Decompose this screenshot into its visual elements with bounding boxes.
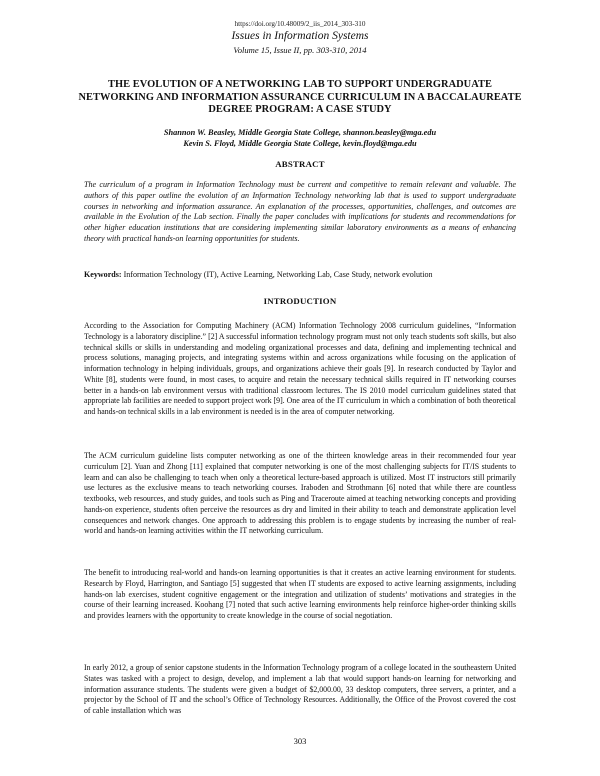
paper-title: THE EVOLUTION OF A NETWORKING LAB TO SUPPORT UNDERGRADUATE NETWORKING AND INFORMATION ASSURANCE CURRICULUM IN A BACCALAUREATE DEGREE PROGRAM: A CASE STUDY [78, 79, 522, 116]
author-block [0, 127, 600, 149]
page-number: 303 [293, 736, 307, 746]
abstract-text: The curriculum of a program in Information Technology must be current and competitive to remain relevant and valuable. The authors of this paper outline the evolution of an Information Technology networking lab that is used to support undergraduate courses in networking and information assurance. An explanation of the processes, opportunities, challenges, and outcomes are available in the Evolution of the Lab section. Finally the paper concludes with implications for students and recommendations for other higher education institutions that are considering implementing similar laboratory environments as a means of enhancing theory with practical hands-on learning opportunities for students. [84, 180, 516, 243]
body-paragraph: The ACM curriculum guideline lists computer networking as one of the thirteen knowledge areas in their recommended four year curriculum [2]. Yuan and Zhong [11] explained that computer networking is one of the most challenging subjects for IT/IS students to learn and can also be challenging to teach when only a theoretical lecture-based approach is utilized. Most IT instructors still primarily use lectures as the exclusive means to teach networking courses. Irabođen and Strothmann [6] noted that while there are countless textbooks, web resources, and study guides, and tools such as Ping and Traceroute aimed at teaching networking concepts and providing hands-on experience, students often perceive the resources as dry and limited in their ability to teach and demonstrate application level consequences and network changes. One approach to addressing this problem is to engage students by increasing the number of real-world and hands-on learning activities within the IT networking curriculum. [84, 451, 516, 536]
keywords-label: Keywords: [84, 270, 122, 279]
author-line: Kevin S. Floyd, Middle Georgia State College, kevin.floyd@mga.edu [183, 139, 417, 149]
introduction-heading: INTRODUCTION [263, 296, 337, 306]
body-paragraph: According to the Association for Computing Machinery (ACM) Information Technology 2008 curriculum guidelines, “Information Technology is a laboratory discipline.” [2] A successful information technology program must not only teach students soft skills, but also technical skills or skills in understanding and modeling organizational processes and data, defining and implementing technical and process solutions, managing projects, and integrating systems within and across organizations while focusing on the application of information technology in helping individuals, groups, and organizations achieve their goals [9]. In research conducted by Taylor and White [8], students were found, in most cases, to acquire and retain the necessary technical skills required in IT networking courses better in a hands-on lab environment versus with traditional classroom lectures. The IS 2010 model curriculum guidelines stated that appropriate lab facilities are needed to support project work [9]. One area of the IT curriculum in which a combination of both theoretical and hands-on technical skills in a lab environment is needed is in the area of computer networking. [84, 321, 516, 416]
journal-title: Issues in Information Systems [231, 30, 369, 42]
body-paragraph: The benefit to introducing real-world and hands-on learning opportunities is that it creates an active learning environment for students. Research by Floyd, Harrington, and Santiago [5] suggested that when IT students are exposed to active learning assignments, including hands-on lab exercises, student cognitive engagement or the integration and utilization of students’ motivations and strategies in the course of their learning increased. Koohang [7] noted that such active learning environments help reinforce higher-order thinking skills and provides learners with the opportunity to create knowledge in the course of social negotiation. [84, 568, 516, 620]
abstract-heading: ABSTRACT [275, 159, 325, 169]
body-paragraph: In early 2012, a group of senior capstone students in the Information Technology program of a college located in the southeastern United States was tasked with a project to design, develop, and implement a lab that would support hands-on learning for networking and information assurance students. The students were given a budget of $2,000.00, 33 desktop computers, three servers, a printer, and a projector by the School of IT and the school’s Office of Technology Resources. Additionally, the Office of the Provost covered the cost of cable installation which was [84, 663, 516, 715]
doi-link[interactable]: https://doi.org/10.48009/2_iis_2014_303-310 [234, 20, 366, 28]
keywords-text: Information Technology (IT), Active Learning, Networking Lab, Case Study, network evolution [121, 270, 433, 279]
author-line: Shannon W. Beasley, Middle Georgia State College, shannon.beasley@mga.edu [163, 128, 437, 137]
keywords [84, 270, 524, 281]
volume-info: Volume 15, Issue II, pp. 303-310, 2014 [233, 45, 367, 55]
